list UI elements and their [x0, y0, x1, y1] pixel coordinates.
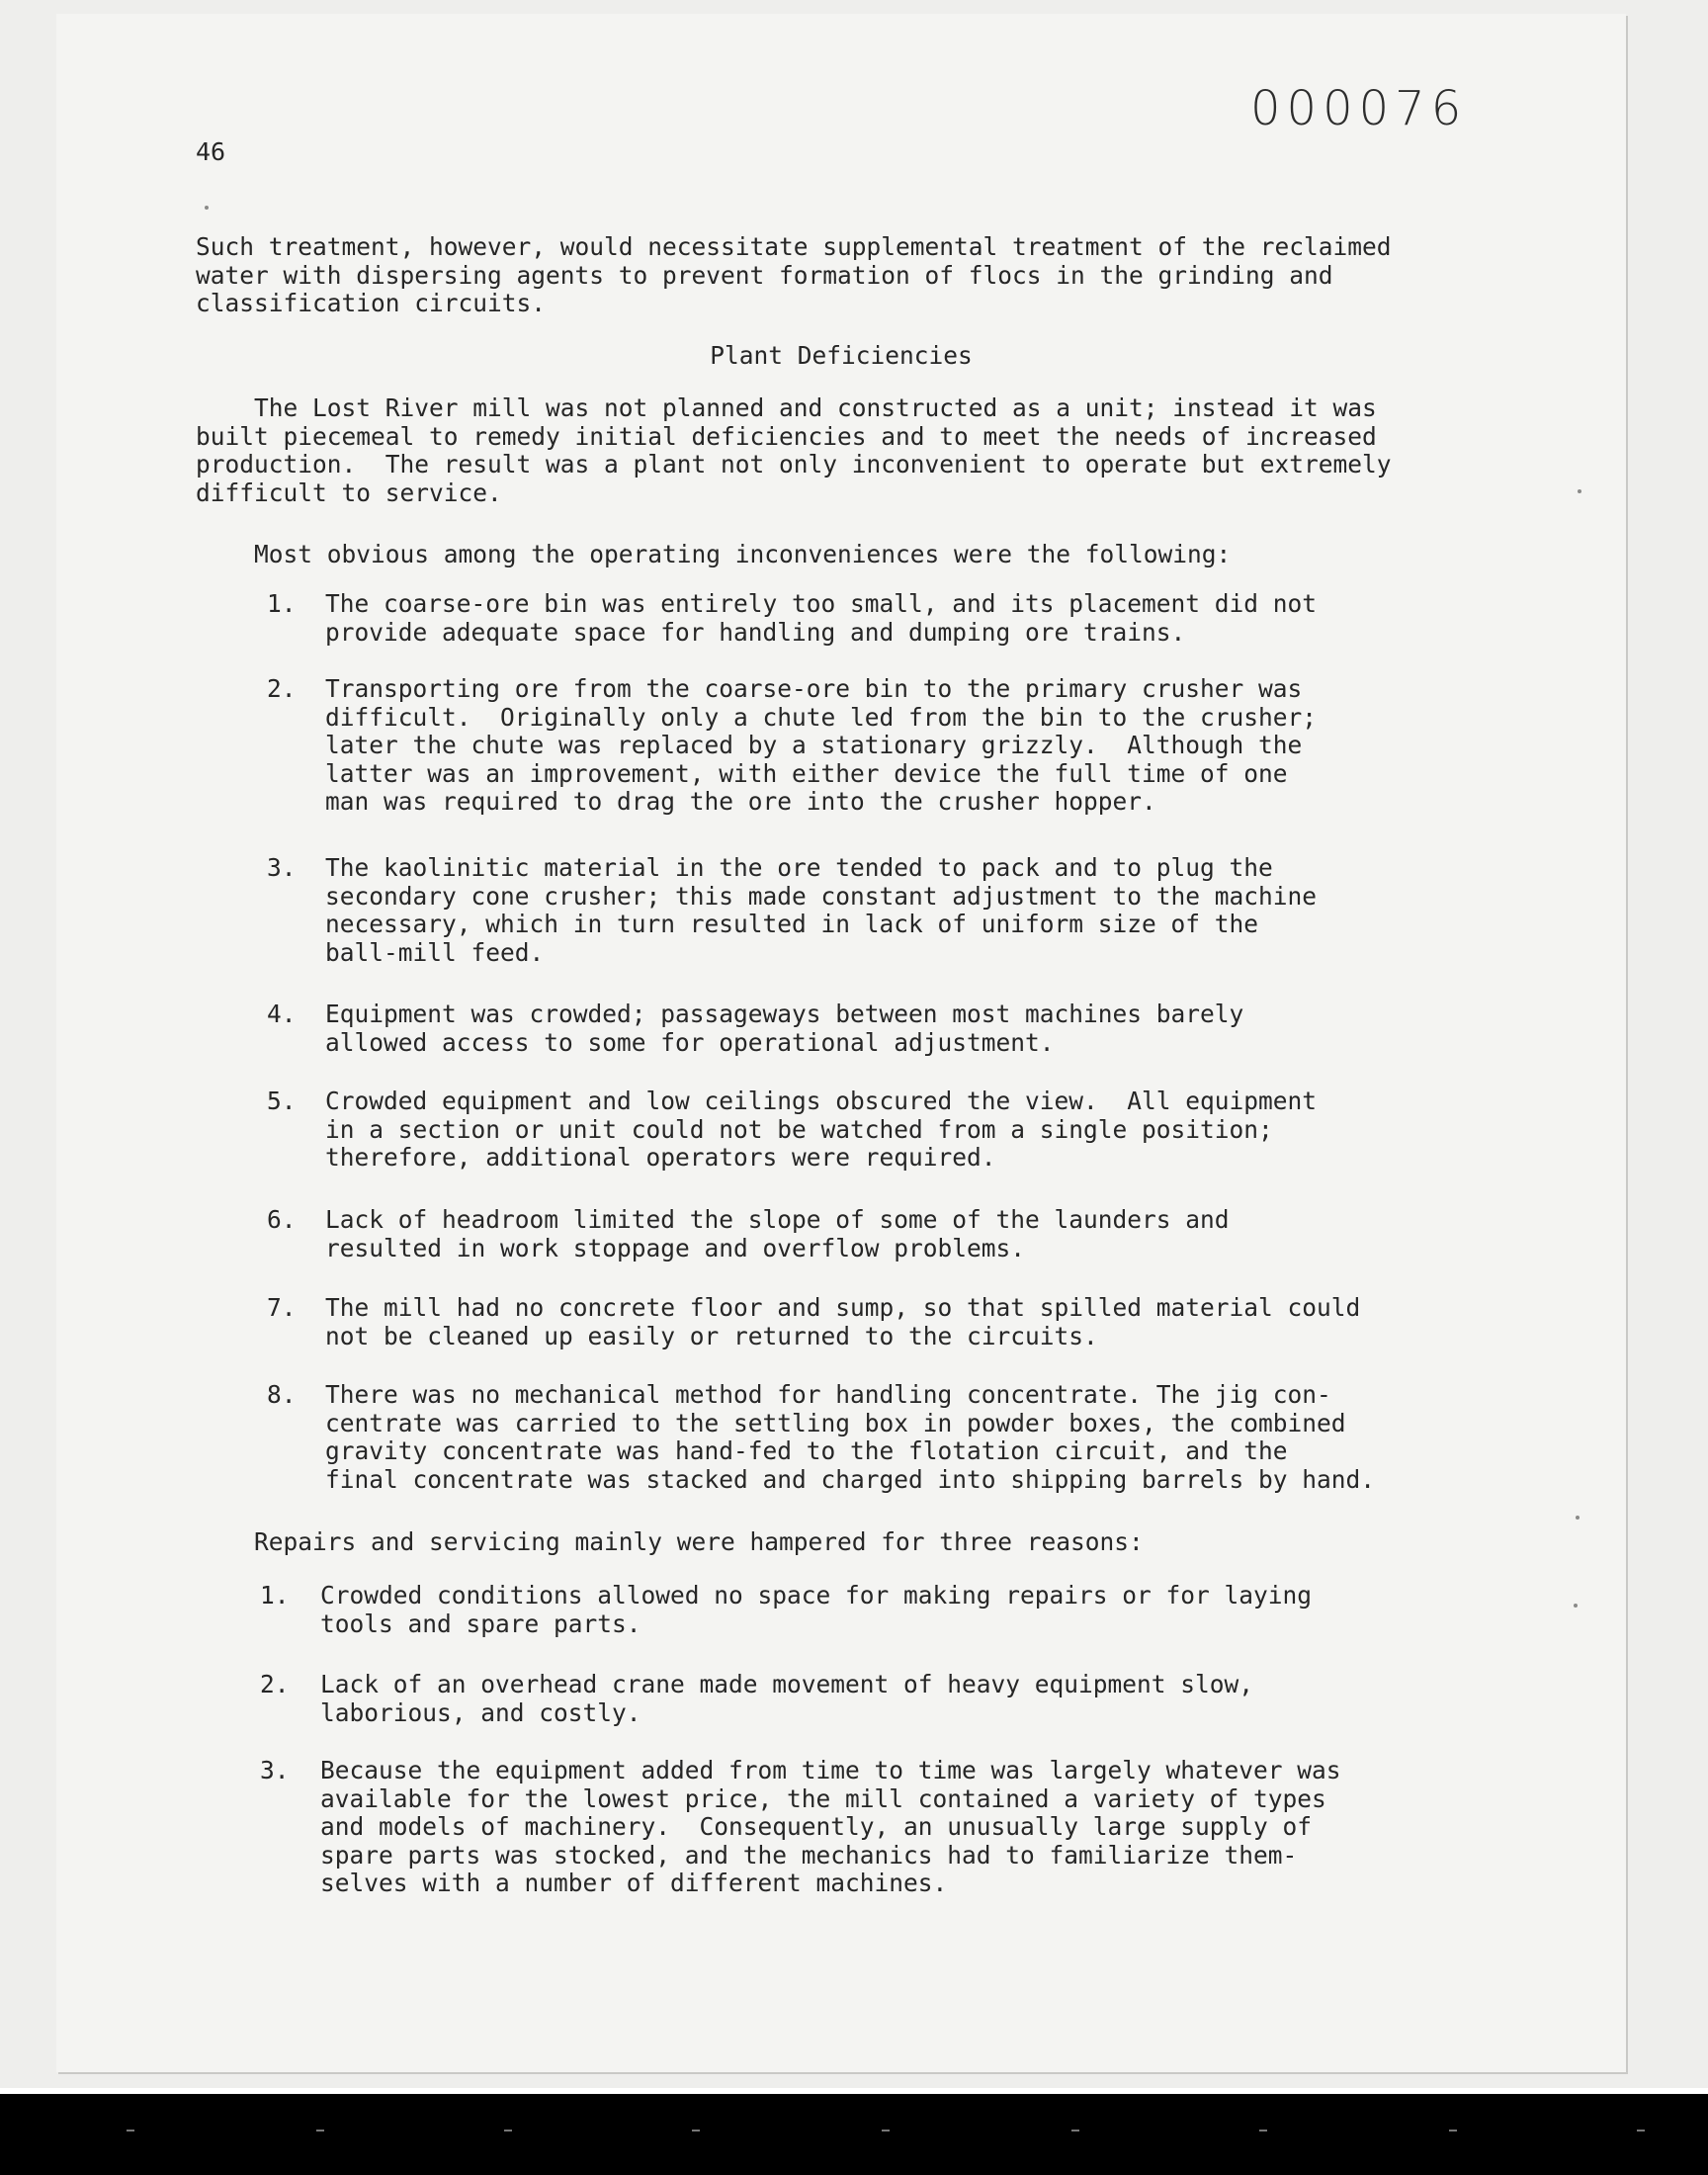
list-text: Because the equipment added from time to time was largely whatever was available for the lowest price, the mill contained a variety of types and models of machinery. Consequently, an unusually large supply of spare parts was stocked, and the mechanics had to familiarize them- selves with a number of different machines. [320, 1756, 1341, 1898]
document-id-stamp: 000076 [1250, 81, 1468, 136]
list-number: 2. [267, 674, 297, 703]
page-number: 46 [196, 137, 226, 166]
document-page [56, 14, 1626, 2072]
list-text: Transporting ore from the coarse-ore bin to the primary crusher was difficult. Originally only a chute led from the bin to the crusher; later the chute was replaced by a stationary grizzly. Although the latter was an improvement, with either device the full time of one man was required to drag the ore into the crusher hopper. [325, 674, 1318, 817]
section-heading: Plant Deficiencies [710, 341, 973, 370]
operating-intro: Most obvious among the operating inconveniences were the following: [196, 540, 1232, 568]
list-text: There was no mechanical method for handling concentrate. The jig con- centrate was carried to the settling box in powder boxes, the combined gravity concentrate was hand-fed to the flotation circuit, and the final concentrate was stacked and charged into shipping barrels by hand. [325, 1380, 1376, 1494]
list-number: 3. [267, 853, 297, 882]
scan-speck [1576, 1516, 1580, 1520]
scan-tick [1637, 2130, 1645, 2132]
scan-speck [1578, 489, 1581, 493]
scan-tick [882, 2130, 890, 2132]
list-text: Crowded equipment and low ceilings obscured the view. All equipment in a section or unit could not be watched from a single position; therefore, additional operators were required. [325, 1087, 1318, 1173]
list-text: The kaolinitic material in the ore tended to pack and to plug the secondary cone crusher; this made constant adjustment to the machine necessary, which in turn resulted in lack of uniform size of the ball-mill feed. [325, 853, 1318, 967]
list-number: 4. [267, 1000, 297, 1028]
scan-tick [692, 2130, 700, 2132]
scan-tick [1071, 2130, 1079, 2132]
list-text: Lack of headroom limited the slope of some of the launders and resulted in work stoppage and overflow problems. [325, 1205, 1230, 1262]
list-text: Equipment was crowded; passageways between most machines barely allowed access to some for operational adjustment. [325, 1000, 1244, 1057]
list-number: 6. [267, 1205, 297, 1234]
scanner-bottom-border [0, 2088, 1708, 2175]
scan-speck [1574, 1604, 1578, 1608]
list-number: 3. [260, 1756, 290, 1784]
list-text: The coarse-ore bin was entirely too small, and its placement did not provide adequate space for handling and dumping ore trains. [325, 589, 1318, 647]
list-number: 1. [267, 589, 297, 618]
intro-paragraph: Such treatment, however, would necessitate supplemental treatment of the reclaimed water with dispersing agents to prevent formation of flocs in the grinding and classification circuits. [196, 232, 1392, 318]
scan-tick [316, 2130, 324, 2132]
list-number: 1. [260, 1581, 290, 1610]
list-text: Crowded conditions allowed no space for making repairs or for laying tools and spare parts. [320, 1581, 1313, 1638]
scan-tick [1259, 2130, 1267, 2132]
scan-tick [504, 2130, 512, 2132]
list-text: The mill had no concrete floor and sump, so that spilled material could not be cleaned up easily or returned to the circuits. [325, 1293, 1361, 1350]
list-text: Lack of an overhead crane made movement of heavy equipment slow, laborious, and costly. [320, 1670, 1254, 1727]
deficiency-paragraph: The Lost River mill was not planned and constructed as a unit; instead it was built piecemeal to remedy initial deficiencies and to meet the needs of increased production. The result was a plant not only inconvenient to operate but extremely difficult to service. [196, 393, 1392, 507]
scan-tick [1449, 2130, 1457, 2132]
list-number: 5. [267, 1087, 297, 1115]
scan-speck [205, 206, 209, 210]
list-number: 8. [267, 1380, 297, 1409]
repairs-intro: Repairs and servicing mainly were hampered for three reasons: [196, 1527, 1144, 1556]
list-number: 2. [260, 1670, 290, 1698]
scan-tick [127, 2130, 134, 2132]
list-number: 7. [267, 1293, 297, 1322]
